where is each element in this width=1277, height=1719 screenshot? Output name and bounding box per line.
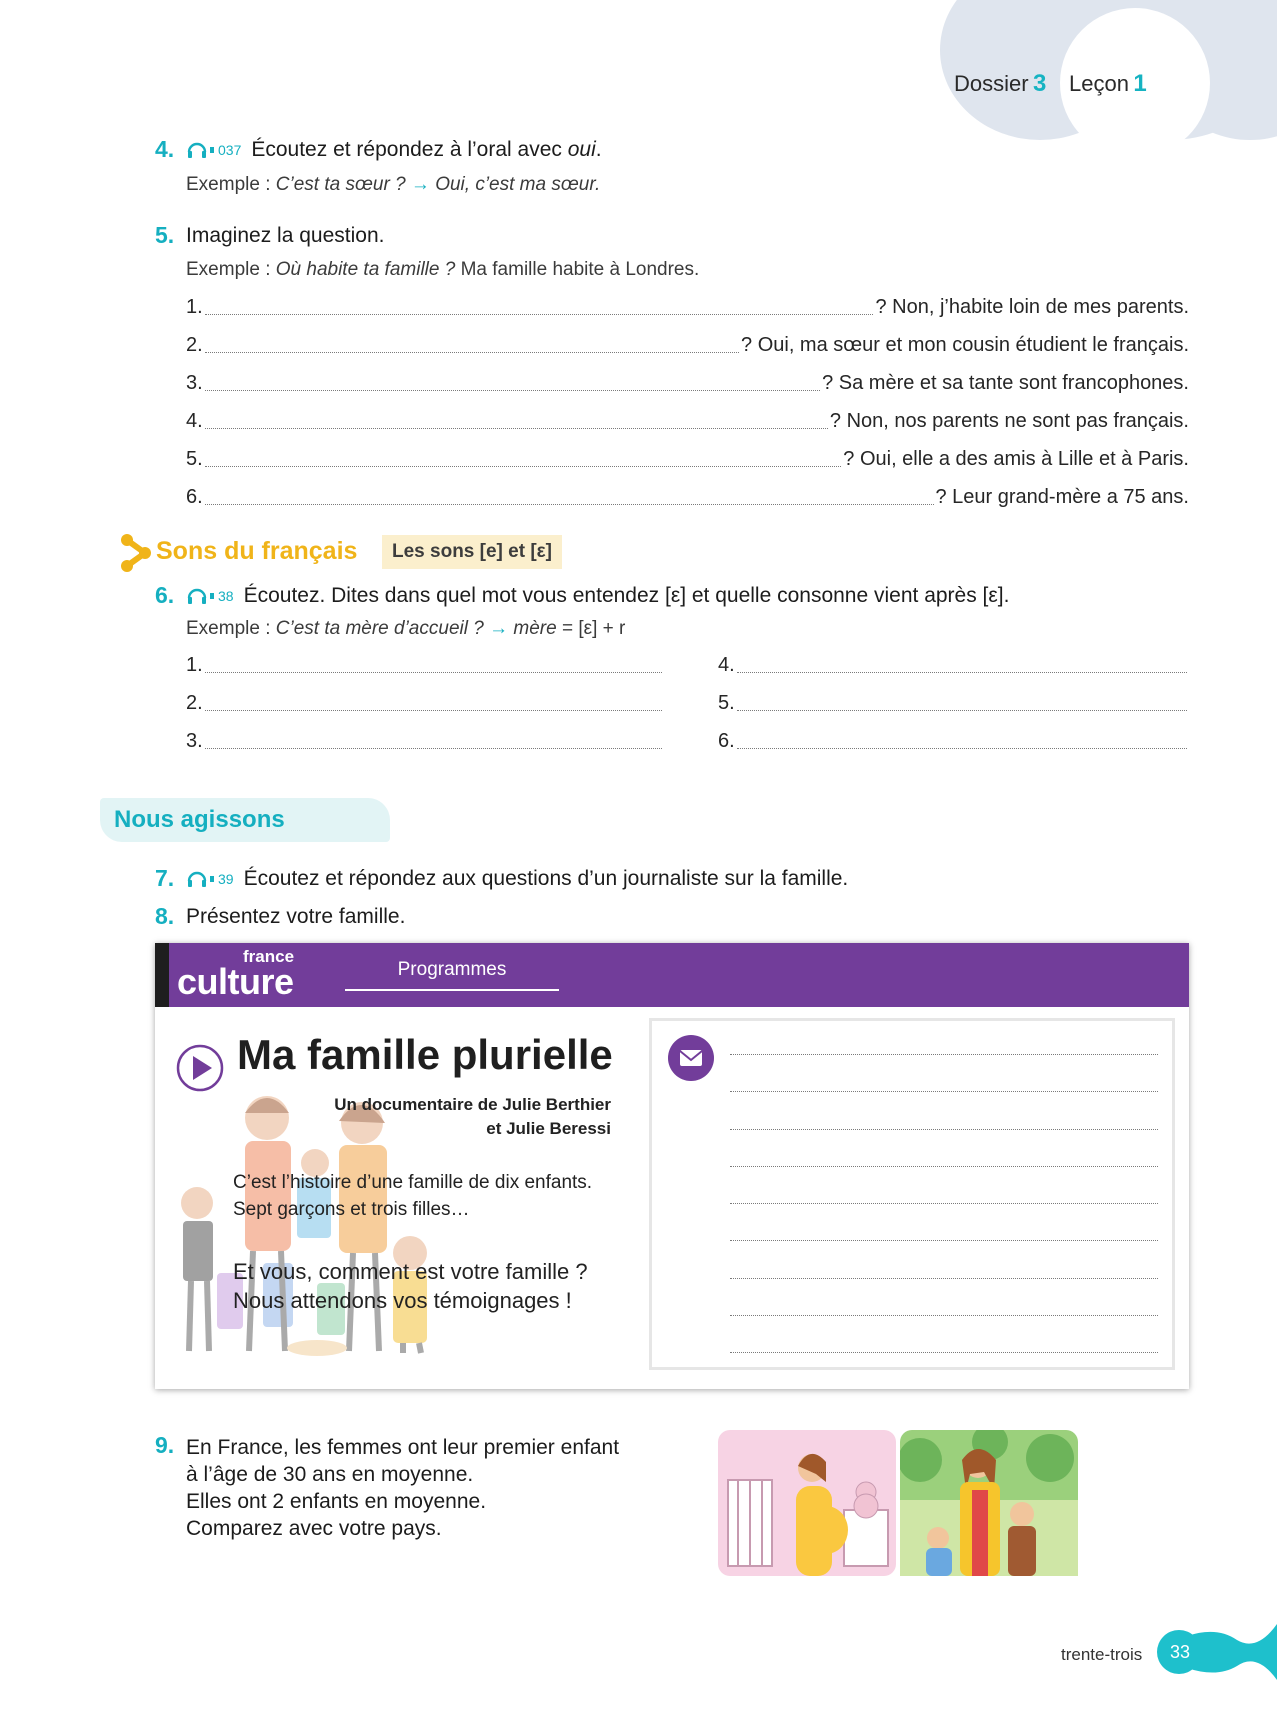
message-write-box[interactable] <box>649 1018 1175 1370</box>
arrow-icon: → <box>489 618 509 639</box>
example-question: C’est ta sœur ? <box>275 174 406 195</box>
authors-line: Un documentaire de Julie Berthier <box>334 1095 611 1114</box>
example-answer: Ma famille habite à Londres. <box>460 259 700 280</box>
write-line[interactable] <box>730 1315 1158 1316</box>
exercise-4-number: 4. <box>155 136 175 162</box>
exercise-5-instruction: Imaginez la question. <box>186 224 385 247</box>
line-answer: ? Non, nos parents ne sont pas français. <box>829 410 1189 432</box>
line-number: 6. <box>186 486 203 508</box>
mother-children-illustration <box>900 1430 1078 1576</box>
sons-logo-icon <box>118 532 152 574</box>
instruction-line: Comparez avec votre pays. <box>186 1517 442 1540</box>
answer-line[interactable] <box>186 654 664 677</box>
header-edge <box>155 943 169 1007</box>
answer-line[interactable] <box>186 410 1189 433</box>
example-question: C’est ta mère d’accueil ? <box>275 618 484 639</box>
program-story <box>233 1169 592 1223</box>
story-line: C’est l’histoire d’une famille de dix enfants. <box>233 1172 593 1193</box>
logo-france: france <box>243 947 295 966</box>
audio-track-number: 39 <box>218 871 234 888</box>
play-icon[interactable] <box>175 1043 225 1093</box>
write-line[interactable] <box>205 655 662 673</box>
line-number: 2. <box>186 692 203 714</box>
pregnant-woman-illustration <box>718 1430 896 1576</box>
write-line[interactable] <box>730 1278 1158 1279</box>
write-line[interactable] <box>730 1203 1158 1204</box>
exercise-4-example <box>186 174 600 196</box>
sons-topic-badge: Les sons [e] et [ε] <box>382 535 562 569</box>
dossier-label <box>954 70 1046 98</box>
write-line[interactable] <box>205 731 662 749</box>
write-line[interactable] <box>730 1054 1158 1055</box>
line-number: 5. <box>186 448 203 470</box>
answer-line[interactable] <box>186 296 1189 319</box>
line-number: 5. <box>718 692 735 714</box>
exercise-9-instruction <box>186 1434 619 1542</box>
exercise-4-instruction <box>186 138 602 162</box>
line-number: 3. <box>186 730 203 752</box>
example-answer-word: mère <box>513 618 557 639</box>
line-number: 4. <box>718 654 735 676</box>
call-line: Nous attendons vos témoignages ! <box>233 1288 572 1313</box>
instruction-line: En France, les femmes ont leur premier enfant <box>186 1436 620 1459</box>
exercise-8-instruction: Présentez votre famille. <box>186 905 406 928</box>
example-question: Où habite ta famille ? <box>275 259 456 280</box>
exercise-5-example <box>186 259 699 281</box>
audio-track-icon[interactable] <box>186 870 234 888</box>
write-line[interactable] <box>730 1240 1158 1241</box>
write-line[interactable] <box>205 297 874 315</box>
line-answer: ? Leur grand-mère a 75 ans. <box>935 486 1189 508</box>
exercise-6-instruction <box>186 584 1009 608</box>
example-answer: Oui, c’est ma sœur. <box>435 174 601 195</box>
write-line[interactable] <box>737 655 1187 673</box>
exercise-9-number: 9. <box>155 1432 175 1458</box>
answer-line[interactable] <box>718 692 1189 715</box>
answer-line[interactable] <box>186 448 1189 471</box>
line-number: 2. <box>186 334 203 356</box>
story-line: Sept garçons et trois filles… <box>233 1199 470 1220</box>
dossier-text: Dossier <box>954 71 1029 96</box>
example-label: Exemple : <box>186 618 276 639</box>
write-line[interactable] <box>730 1166 1158 1167</box>
answer-line[interactable] <box>718 730 1189 753</box>
exercise-8-number: 8. <box>155 903 175 929</box>
audio-track-icon[interactable] <box>186 141 241 159</box>
exercise-5-number: 5. <box>155 222 175 248</box>
write-line[interactable] <box>737 693 1187 711</box>
instruction-line: Elles ont 2 enfants en moyenne. <box>186 1490 487 1513</box>
arrow-icon: → <box>410 174 430 195</box>
page-number-word: trente-trois <box>1061 1645 1143 1664</box>
line-answer: ? Sa mère et sa tante sont francophones. <box>822 372 1189 394</box>
answer-line[interactable] <box>186 372 1189 395</box>
instruction-end: . <box>595 138 602 161</box>
write-line[interactable] <box>205 449 842 467</box>
line-answer: ? Oui, elle a des amis à Lille et à Paris. <box>843 448 1189 470</box>
line-number: 1. <box>186 296 203 318</box>
write-line[interactable] <box>205 487 934 505</box>
exercise-7-instruction <box>186 867 848 891</box>
answer-line[interactable] <box>186 692 664 715</box>
instruction-text: Écoutez et répondez à l’oral avec <box>251 138 568 161</box>
write-line[interactable] <box>205 373 820 391</box>
program-authors <box>334 1093 611 1141</box>
lecon-label <box>1069 70 1147 98</box>
answer-line[interactable] <box>186 486 1189 509</box>
logo-culture: culture <box>177 961 294 1002</box>
example-label: Exemple : <box>186 259 276 280</box>
line-number: 3. <box>186 372 203 394</box>
tab-programmes[interactable]: Programmes <box>345 959 559 991</box>
write-line[interactable] <box>205 411 828 429</box>
instruction-line: à l’âge de 30 ans en moyenne. <box>186 1463 474 1486</box>
example-label: Exemple : <box>186 174 276 195</box>
instruction-text: Écoutez. Dites dans quel mot vous entendez [ε] et quelle consonne vient après [ε]. <box>243 584 1010 607</box>
exercise-7-number: 7. <box>155 865 175 891</box>
answer-line[interactable] <box>186 730 664 753</box>
line-number: 6. <box>718 730 735 752</box>
instruction-text: Écoutez et répondez aux questions d’un journaliste sur la famille. <box>243 867 849 890</box>
lecon-text: Leçon <box>1069 71 1129 96</box>
answer-line[interactable] <box>718 654 1189 677</box>
exercise-6-number: 6. <box>155 582 175 608</box>
section-title-sons: Sons du français <box>156 537 358 565</box>
authors-line: et Julie Beressi <box>486 1119 611 1138</box>
section-header-nous-agissons <box>100 798 390 842</box>
radio-program-card <box>155 943 1189 1389</box>
page-number: 33 <box>1169 1642 1191 1662</box>
write-line[interactable] <box>730 1091 1158 1092</box>
call-line: Et vous, comment est votre famille ? <box>233 1259 588 1284</box>
write-line[interactable] <box>730 1352 1158 1353</box>
line-answer: ? Non, j’habite loin de mes parents. <box>875 296 1189 318</box>
audio-track-number: 38 <box>218 588 234 605</box>
example-answer: = [ε] + r <box>556 618 626 639</box>
section-title: Nous agissons <box>114 806 285 833</box>
line-number: 1. <box>186 654 203 676</box>
program-title: Ma famille plurielle <box>237 1031 613 1078</box>
write-line[interactable] <box>737 731 1187 749</box>
lecon-number: 1 <box>1133 70 1147 97</box>
exercise-6-example <box>186 618 625 640</box>
line-number: 4. <box>186 410 203 432</box>
line-answer: ? Oui, ma sœur et mon cousin étudient le français. <box>741 334 1189 356</box>
mail-icon[interactable] <box>668 1035 714 1081</box>
audio-track-icon[interactable] <box>186 587 234 605</box>
audio-track-number: 037 <box>218 142 242 159</box>
write-line[interactable] <box>730 1129 1158 1130</box>
answer-line[interactable] <box>186 334 1189 357</box>
write-line[interactable] <box>205 335 739 353</box>
write-line[interactable] <box>205 693 662 711</box>
card-header <box>155 943 1189 1007</box>
instruction-emphasis: oui <box>567 138 596 161</box>
program-call <box>233 1257 588 1315</box>
dossier-number: 3 <box>1033 70 1047 97</box>
